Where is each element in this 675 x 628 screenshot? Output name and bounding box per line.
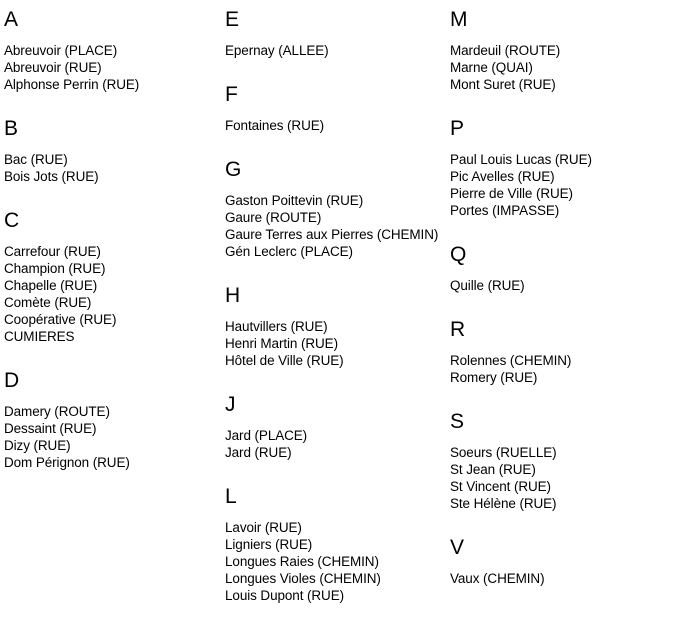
street-entry: Bois Jots (RUE) [4, 169, 99, 184]
street-entry: Coopérative (RUE) [4, 312, 117, 327]
street-entry: Henri Martin (RUE) [225, 336, 338, 351]
street-entry: Epernay (ALLEE) [225, 43, 329, 58]
street-entry: Pierre de Ville (RUE) [450, 186, 573, 201]
letter-section [225, 485, 450, 604]
street-entry: Gén Leclerc (PLACE) [225, 244, 353, 259]
entry-list [225, 427, 450, 461]
letter-section [4, 209, 225, 345]
street-entry: St Jean (RUE) [450, 462, 536, 477]
street-entry: Louis Dupont (RUE) [225, 588, 345, 603]
letter-heading: S [450, 410, 465, 433]
street-entry: Champion (RUE) [4, 261, 106, 276]
letter-heading: M [450, 8, 468, 31]
entry-list [225, 117, 450, 134]
letter-section [450, 410, 675, 512]
street-entry: Dizy (RUE) [4, 438, 71, 453]
letter-section [450, 243, 675, 294]
entry-list [225, 318, 450, 369]
street-entry: Ste Hélène (RUE) [450, 496, 557, 511]
letter-heading: A [4, 8, 19, 31]
letter-heading: D [4, 369, 20, 392]
index-column [450, 8, 675, 611]
letter-heading: Q [450, 243, 467, 266]
street-entry: Abreuvoir (RUE) [4, 60, 102, 75]
letter-heading: H [225, 284, 241, 307]
street-entry: Abreuvoir (PLACE) [4, 43, 118, 58]
street-entry: Jard (PLACE) [225, 428, 308, 443]
entry-list [450, 277, 675, 294]
entry-list [450, 352, 675, 386]
street-entry: Paul Louis Lucas (RUE) [450, 152, 592, 167]
street-entry: Dom Pérignon (RUE) [4, 455, 130, 470]
street-entry: Gaure (ROUTE) [225, 210, 322, 225]
entry-list [225, 42, 450, 59]
street-entry: Dessaint (RUE) [4, 421, 97, 436]
entry-list [225, 519, 450, 604]
entry-list [450, 444, 675, 512]
entry-list [4, 243, 225, 345]
letter-heading: C [4, 209, 20, 232]
letter-section [4, 8, 225, 93]
letter-section [225, 284, 450, 369]
street-entry: Comète (RUE) [4, 295, 92, 310]
entry-list [225, 192, 450, 260]
entry-list [450, 570, 675, 587]
letter-section [225, 8, 450, 59]
letter-heading: J [225, 393, 236, 416]
letter-heading: G [225, 158, 242, 181]
entry-list [450, 42, 675, 93]
index-column [225, 8, 450, 628]
letter-section [450, 536, 675, 587]
letter-section [225, 393, 450, 461]
street-entry: St Vincent (RUE) [450, 479, 551, 494]
street-entry: Quille (RUE) [450, 278, 525, 293]
street-entry: Rolennes (CHEMIN) [450, 353, 572, 368]
street-entry: Hautvillers (RUE) [225, 319, 328, 334]
entry-list [4, 403, 225, 471]
street-entry: Romery (RUE) [450, 370, 538, 385]
street-entry: Longues Raies (CHEMIN) [225, 554, 379, 569]
street-entry: Bac (RUE) [4, 152, 68, 167]
letter-section [225, 158, 450, 260]
street-entry: Jard (RUE) [225, 445, 292, 460]
street-entry: Damery (ROUTE) [4, 404, 110, 419]
letter-section [225, 83, 450, 134]
street-entry: Mont Suret (RUE) [450, 77, 556, 92]
street-entry: Mardeuil (ROUTE) [450, 43, 561, 58]
letter-section [450, 318, 675, 386]
street-entry: Fontaines (RUE) [225, 118, 325, 133]
entry-list [4, 42, 225, 93]
letter-section [4, 117, 225, 185]
index-column [0, 8, 225, 495]
street-entry: CUMIERES [4, 329, 75, 344]
street-entry: Gaure Terres aux Pierres (CHEMIN) [225, 227, 439, 242]
letter-section [4, 369, 225, 471]
entry-list [4, 151, 225, 185]
letter-heading: F [225, 83, 238, 106]
letter-heading: B [4, 117, 19, 140]
letter-section [450, 117, 675, 219]
street-entry: Longues Violes (CHEMIN) [225, 571, 381, 586]
street-entry: Ligniers (RUE) [225, 537, 313, 552]
street-entry: Lavoir (RUE) [225, 520, 302, 535]
street-entry: Portes (IMPASSE) [450, 203, 560, 218]
street-entry: Chapelle (RUE) [4, 278, 98, 293]
letter-heading: P [450, 117, 465, 140]
street-entry: Soeurs (RUELLE) [450, 445, 557, 460]
street-entry: Vaux (CHEMIN) [450, 571, 545, 586]
letter-heading: V [450, 536, 465, 559]
letter-section [450, 8, 675, 93]
letter-heading: E [225, 8, 240, 31]
street-entry: Hôtel de Ville (RUE) [225, 353, 344, 368]
letter-heading: R [450, 318, 466, 341]
street-entry: Alphonse Perrin (RUE) [4, 77, 140, 92]
street-entry: Marne (QUAI) [450, 60, 533, 75]
letter-heading: L [225, 485, 237, 508]
street-entry: Pic Avelles (RUE) [450, 169, 555, 184]
street-entry: Gaston Poittevin (RUE) [225, 193, 364, 208]
street-entry: Carrefour (RUE) [4, 244, 101, 259]
entry-list [450, 151, 675, 219]
